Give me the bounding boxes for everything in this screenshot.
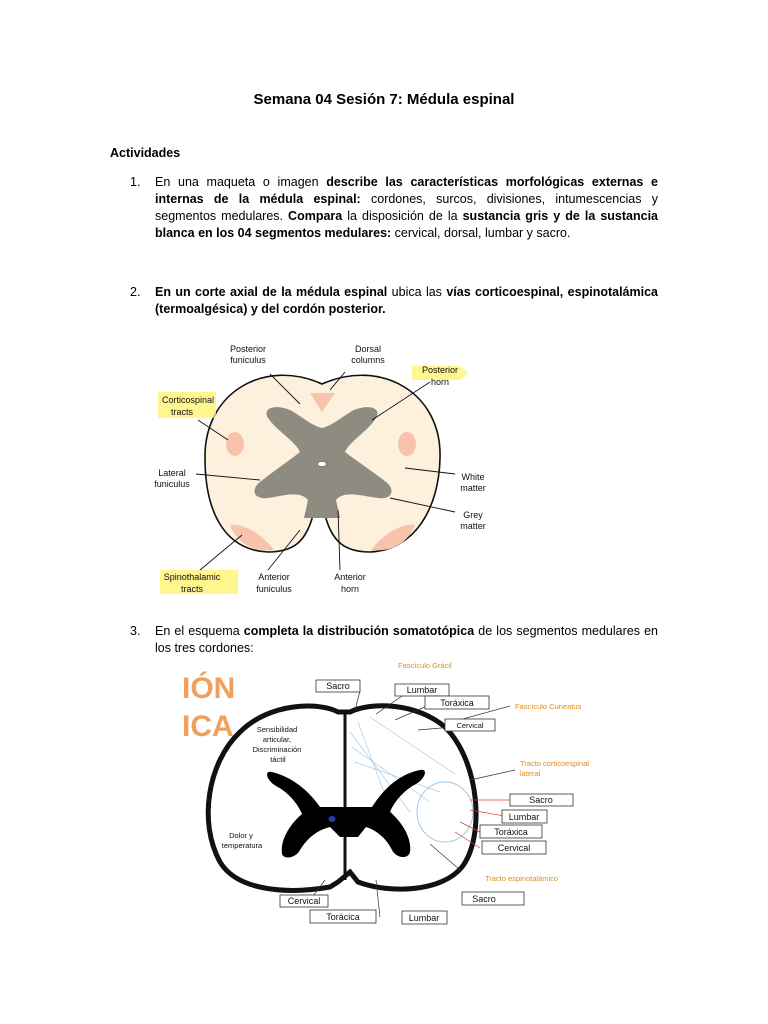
spinal-cord-cross-section-figure: [150, 340, 495, 600]
label-spinothalamic-tracts: Spinothalamic tracts: [163, 572, 221, 594]
boxes-bottom-group: [280, 892, 524, 924]
box-top-lumbar: Lumbar: [406, 685, 438, 695]
label-fasciculo-cuneatus: Fascículo Cuneatus: [515, 702, 582, 711]
box-top-sacro: Sacro: [326, 681, 350, 691]
item-text: [155, 623, 658, 657]
label-sensibilidad: Sensibilidad articular, Discriminación táctil: [252, 725, 302, 764]
item-text-segment: En el esquema: [155, 624, 244, 638]
box-right-lumbar: Lumbar: [508, 812, 540, 822]
item-text-segment: En una maqueta o imagen: [155, 175, 327, 189]
item-text: [155, 284, 658, 318]
item-text-segment: ubica las: [387, 285, 447, 299]
box-right-sacro: Sacro: [529, 795, 553, 805]
box-top-cervical: Cervical: [456, 721, 484, 730]
label-tracto-espinotalamico: Tracto espinotalámico: [485, 874, 559, 883]
item-text-segment: cordones, surcos, divisiones, intumescencias y segmentos medulares.: [155, 192, 659, 223]
boxes-right-group: [480, 794, 573, 854]
box-bottom-lumbar: Lumbar: [408, 913, 440, 923]
item-text-segment: vías corticoespinal, espinotalámica (termoalgésica) y del cordón posterior.: [155, 285, 658, 316]
label-anterior-funiculus: Anterior funiculus: [256, 572, 292, 594]
box-bottom-cervical: Cervical: [287, 896, 321, 906]
label-grey-matter: Grey matter: [460, 510, 486, 531]
label-white-matter: White matter: [460, 472, 486, 493]
cord-outline-shape: [208, 706, 476, 891]
item-text-segment: completa la distribución somatotópica: [243, 624, 475, 638]
box-bottom-toracica: Torácica: [326, 912, 360, 922]
box-bottom-sacro: Sacro: [472, 894, 496, 904]
item-text-segment: describe las características morfológicas externas e internas de la médula espinal:: [155, 175, 658, 206]
corticospinal-tract-right-shape: [398, 432, 416, 456]
label-anterior-horn: Anterior horn: [334, 572, 366, 594]
label-tracto-corticoespinal: Tracto corticoespinal lateral: [520, 759, 589, 778]
item-text-segment: la disposición de la: [342, 209, 463, 223]
item-text: [155, 174, 658, 242]
item-number: 3.: [130, 624, 141, 638]
corticospinal-tract-left-shape: [226, 432, 244, 456]
box-right-cervical: Cervical: [497, 843, 531, 853]
document-title: Semana 04 Sesión 7: Médula espinal: [253, 91, 515, 108]
label-lateral-funiculus: Lateral funiculus: [154, 468, 190, 489]
section-heading: Actividades: [110, 146, 181, 160]
box-top-toraxica: Toráxica: [440, 698, 474, 708]
label-corticospinal-tracts: Corticospinal tracts: [161, 395, 215, 417]
item-number: 2.: [130, 285, 141, 299]
label-fasciculo-gracil: Fascículo Grácil: [398, 662, 452, 670]
somatotopic-diagram-figure: [180, 662, 600, 930]
item-text-segment: En un corte axial de la médula espinal: [155, 285, 388, 299]
item-text-segment: Compara: [288, 209, 343, 223]
central-canal-blue-shape: [329, 816, 336, 822]
label-posterior-horn: Posterior horn: [421, 365, 459, 387]
label-dorsal-columns: Dorsal columns: [351, 344, 385, 365]
box-right-toraxica: Toráxica: [494, 827, 528, 837]
item-text-segment: sustancia gris y de la sustancia blanca en los 04 segmentos medulares:: [155, 209, 658, 240]
item-text-segment: de los segmentos medulares en los tres cordones:: [155, 624, 658, 655]
label-posterior-funiculus: Posterior funiculus: [229, 344, 267, 365]
item-number: 1.: [130, 175, 141, 189]
central-canal-shape: [318, 462, 327, 467]
label-dolor-temperatura: Dolor y temperatura: [221, 831, 263, 850]
item-text-segment: cervical, dorsal, lumbar y sacro.: [391, 226, 571, 240]
big-letters-top: IÓN: [182, 672, 236, 705]
big-letters-bottom: ICA: [182, 710, 234, 743]
